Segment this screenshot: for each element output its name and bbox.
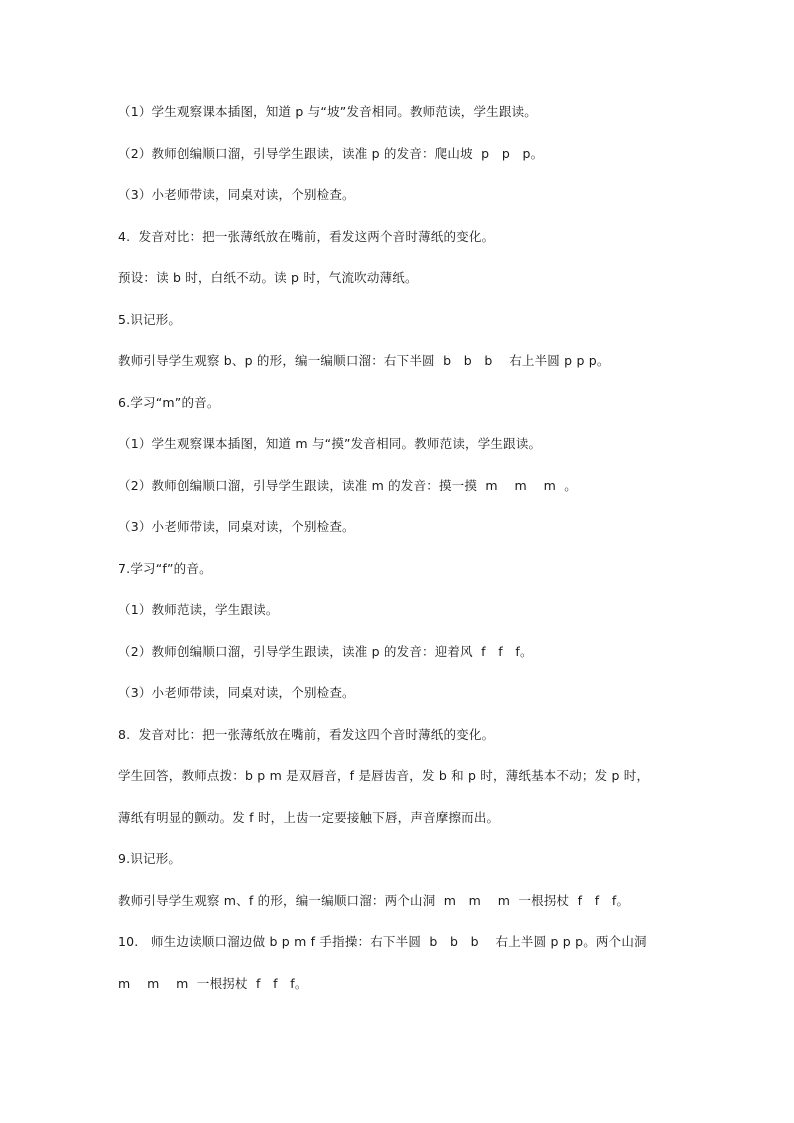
paragraph-finger-line2: m m m 一根拐杖 f f f。 (118, 975, 308, 991)
heading-shape-5: 5.识记形。 (118, 311, 182, 327)
paragraph-p-observe: （1）学生观察课本插图，知道 p 与“坡”发音相同。教师范读，学生跟读。 (118, 104, 537, 119)
paragraph-m-rhyme: （2）教师创编顺口溜，引导学生跟读，读准 m 的发音：摸一摸 m m m 。 (118, 477, 577, 493)
paragraph-m-observe: （1）学生观察课本插图，知道 m 与“摸”发音相同。教师范读，学生跟读。 (118, 436, 542, 451)
paragraph-bp-shape: 教师引导学生观察 b、p 的形，编一编顺口溜：右下半圆 b b b 右上半圆 p p p。 (118, 353, 610, 368)
paragraph-f-rhyme: （2）教师创编顺口溜，引导学生跟读，读准 p 的发音：迎着风 f f f。 (118, 643, 533, 659)
paragraph-f-check: （3）小老师带读，同桌对读，个别检查。 (118, 685, 355, 700)
paragraph-compare-four: 8. 发音对比：把一张薄纸放在嘴前，看发这四个音时薄纸的变化。 (118, 726, 495, 742)
paragraph-p-check: （3）小老师带读，同桌对读，个别检查。 (118, 187, 355, 202)
paragraph-compare-bp: 4. 发音对比：把一张薄纸放在嘴前，看发这两个音时薄纸的变化。 (118, 228, 495, 244)
heading-shape-9: 9.识记形。 (118, 851, 182, 866)
document-body (118, 103, 698, 1016)
heading-learn-f: 7.学习“f”的音。 (118, 560, 212, 576)
paragraph-finger-line1: 10. 师生边读顺口溜边做 b p m f 手指操：右下半圆 b b b 右上半圆 p p p。两个山洞 (118, 934, 647, 949)
paragraph-mf-shape: 教师引导学生观察 m、f 的形，编一编顺口溜：两个山洞 m m m 一根拐杖 f f f。 (118, 892, 630, 908)
paragraph-preset: 预设：读 b 时，白纸不动。读 p 时，气流吹动薄纸。 (118, 270, 418, 285)
paragraph-m-check: （3）小老师带读，同桌对读，个别检查。 (118, 519, 355, 534)
heading-learn-m: 6.学习“m”的音。 (118, 394, 220, 410)
paragraph-answer-line2: 薄纸有明显的颤动。发 f 时，上齿一定要接触下唇，声音摩擦而出。 (118, 809, 500, 825)
paragraph-f-read: （1）教师范读，学生跟读。 (118, 602, 279, 617)
paragraph-answer-line1: 学生回答，教师点拨：b p m 是双唇音，f 是唇齿音，发 b 和 p 时，薄纸基本不动；发 p 时， (118, 768, 650, 783)
paragraph-p-rhyme: （2）教师创编顺口溜，引导学生跟读，读准 p 的发音：爬山坡 p p p。 (118, 145, 544, 161)
